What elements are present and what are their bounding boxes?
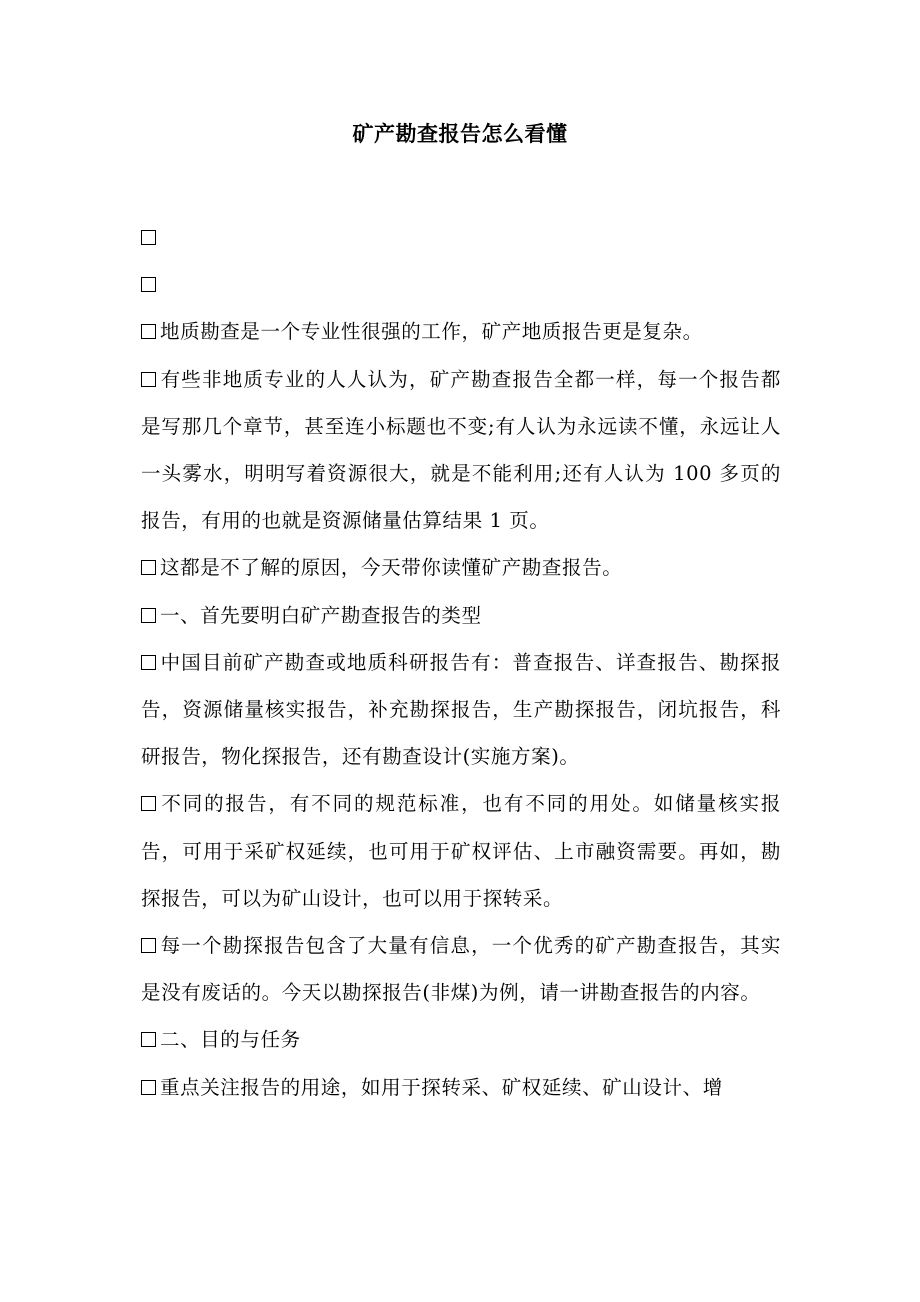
paragraph-text: 一、首先要明白矿产勘查报告的类型 bbox=[160, 603, 482, 627]
paragraph-text: 中国目前矿产勘查或地质科研报告有：普查报告、详查报告、勘探报告，资源储量核实报告，补充勘探报告，生产勘探报告，闭坑报告，科研报告，物化探报告，还有勘查设计(实施方案)。 bbox=[141, 650, 781, 769]
paragraph-text: 有些非地质专业的人人认为，矿产勘查报告全都一样，每一个报告都是写那几个章节，甚至连小标题也不变;有人认为永远读不懂，永远让人一头雾水，明明写着资源很大，就是不能利用;还有人认为 100 多页的报告，有用的也就是资源储量估算结果 1 页。 bbox=[141, 367, 781, 533]
paragraph bbox=[141, 261, 781, 308]
checkbox-glyph-icon bbox=[141, 560, 156, 575]
checkbox-glyph-icon bbox=[141, 796, 156, 811]
checkbox-glyph-icon bbox=[141, 372, 156, 387]
checkbox-glyph-icon bbox=[141, 1080, 156, 1095]
checkbox-glyph-icon bbox=[141, 277, 156, 292]
checkbox-glyph-icon bbox=[141, 608, 156, 623]
section-heading bbox=[141, 592, 781, 639]
paragraph-text: 地质勘查是一个专业性很强的工作，矿产地质报告更是复杂。 bbox=[160, 320, 703, 344]
paragraph bbox=[141, 214, 781, 261]
checkbox-glyph-icon bbox=[141, 1032, 156, 1047]
paragraph bbox=[141, 356, 781, 545]
paragraph bbox=[141, 639, 781, 781]
paragraph bbox=[141, 308, 781, 355]
paragraph bbox=[141, 780, 781, 922]
paragraph-text: 二、目的与任务 bbox=[160, 1028, 301, 1052]
checkbox-glyph-icon bbox=[141, 938, 156, 953]
checkbox-glyph-icon bbox=[141, 655, 156, 670]
document-body bbox=[141, 214, 781, 1111]
checkbox-glyph-icon bbox=[141, 230, 156, 245]
checkbox-glyph-icon bbox=[141, 324, 156, 339]
paragraph-text: 这都是不了解的原因，今天带你读懂矿产勘查报告。 bbox=[160, 556, 623, 580]
paragraph bbox=[141, 922, 781, 1016]
paragraph-text: 每一个勘探报告包含了大量有信息，一个优秀的矿产勘查报告，其实是没有废话的。今天以勘探报告(非煤)为例，请一讲勘查报告的内容。 bbox=[141, 934, 781, 1005]
paragraph-text: 重点关注报告的用途，如用于探转采、矿权延续、矿山设计、增 bbox=[160, 1075, 723, 1099]
section-heading bbox=[141, 1016, 781, 1063]
document-title: 矿产勘查报告怎么看懂 bbox=[352, 122, 568, 146]
paragraph bbox=[141, 544, 781, 591]
paragraph bbox=[141, 1064, 781, 1111]
paragraph-text: 不同的报告，有不同的规范标准，也有不同的用处。如储量核实报告，可用于采矿权延续，也可用于矿权评估、上市融资需要。再如，勘探报告，可以为矿山设计，也可以用于探转采。 bbox=[141, 792, 781, 910]
